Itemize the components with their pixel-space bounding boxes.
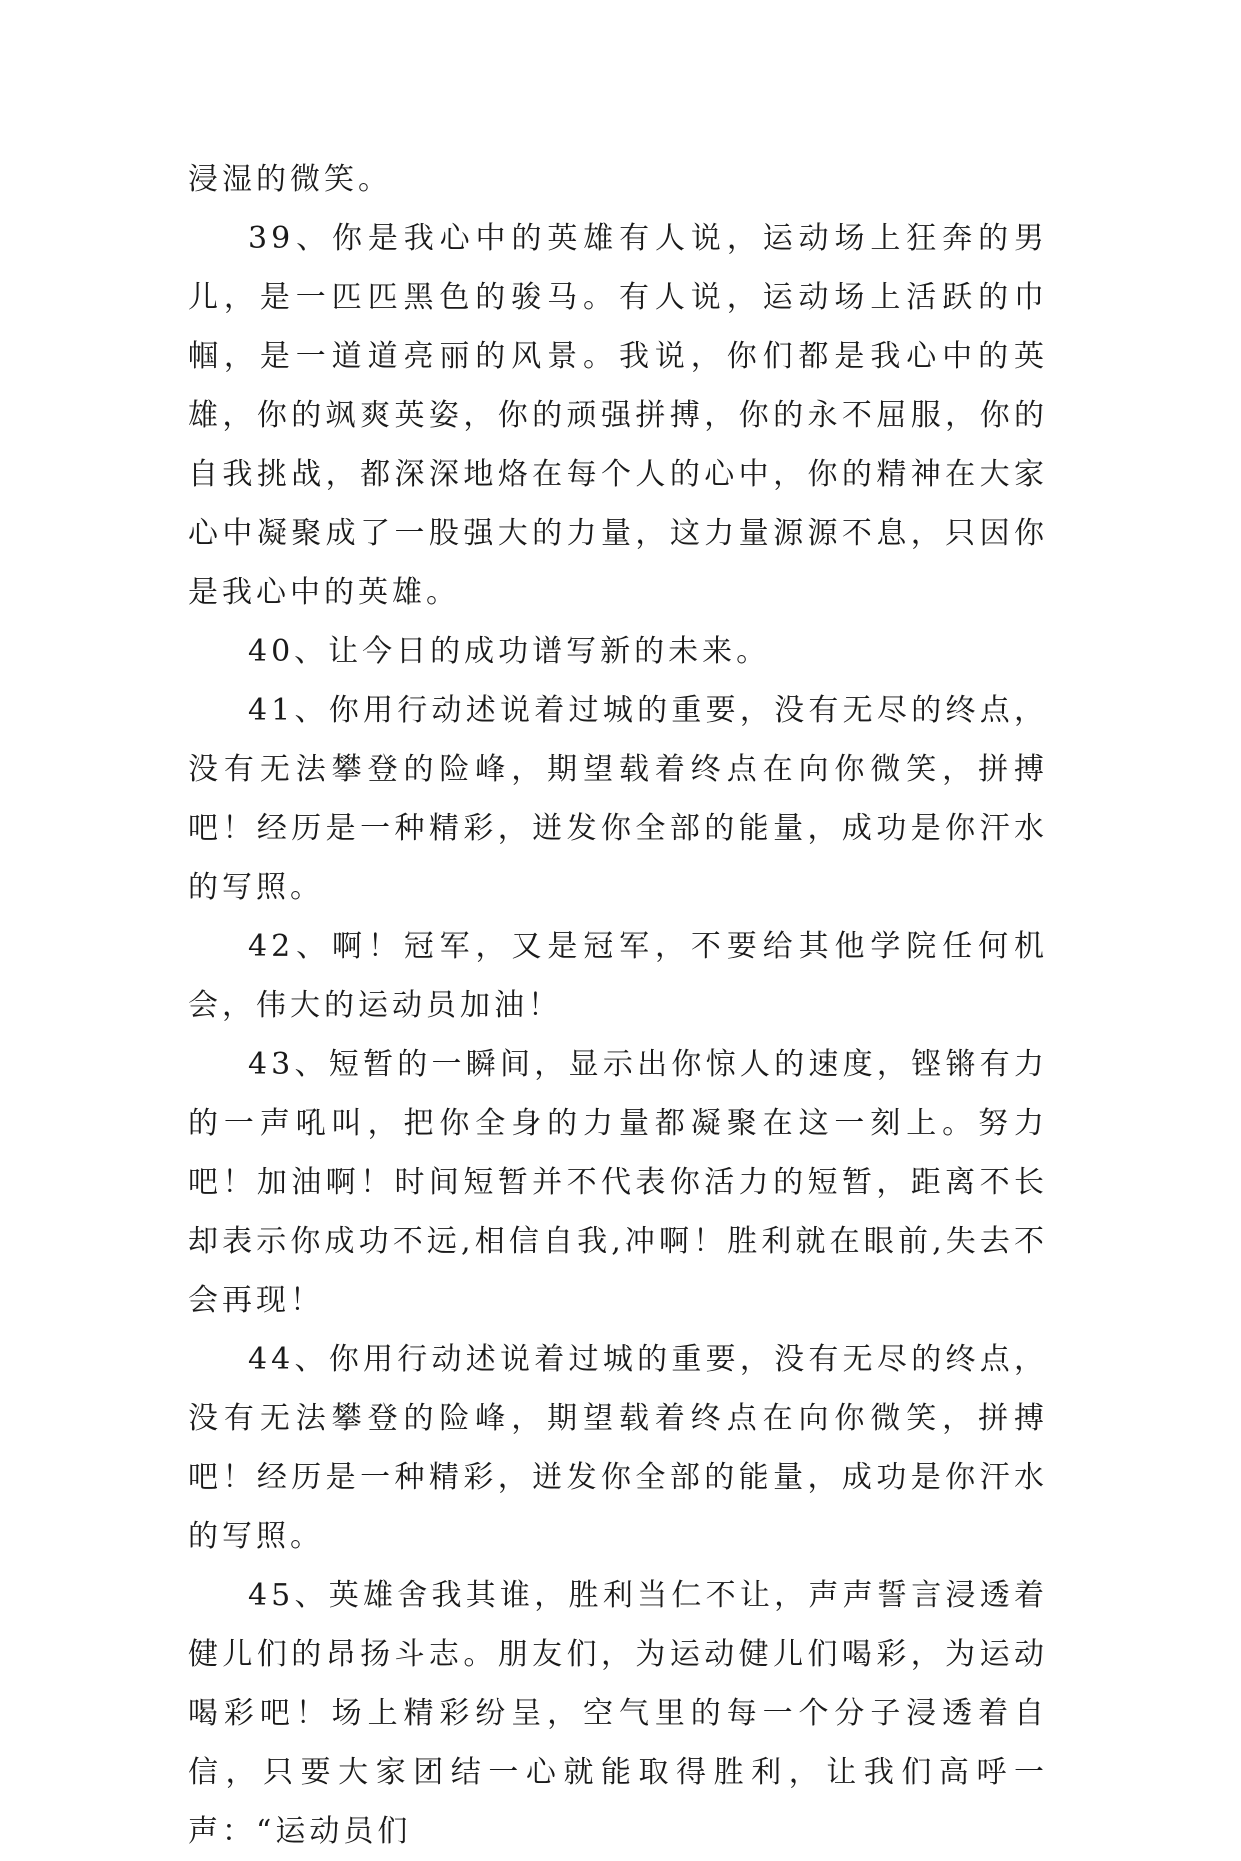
document-body: [188, 150, 1048, 1861]
paragraph-continuation: 浸湿的微笑。: [188, 162, 392, 197]
paragraph-44: 44、你用行动述说着过城的重要，没有无尽的终点，没有无法攀登的险峰，期望载着终点在向你微笑，拼搏吧！经历是一种精彩，迸发你全部的能量，成功是你汗水的写照。: [188, 1342, 1048, 1554]
paragraph-43: 43、短暂的一瞬间，显示出你惊人的速度，铿锵有力的一声吼叫，把你全身的力量都凝聚在这一刻上。努力吧！加油啊！时间短暂并不代表你活力的短暂，距离不长却表示你成功不远,相信自我,冲啊！胜利就在眼前,失去不会再现！: [188, 1047, 1048, 1318]
paragraph-40: 40、让今日的成功谱写新的未来。: [248, 634, 771, 669]
paragraph-41: 41、你用行动述说着过城的重要，没有无尽的终点，没有无法攀登的险峰，期望载着终点在向你微笑，拼搏吧！经历是一种精彩，迸发你全部的能量，成功是你汗水的写照。: [188, 693, 1048, 905]
paragraph-42: 42、啊！冠军，又是冠军，不要给其他学院任何机会，伟大的运动员加油！: [188, 929, 1048, 1023]
paragraph-45: 45、英雄舍我其谁，胜利当仁不让，声声誓言浸透着健儿们的昂扬斗志。朋友们，为运动健儿们喝彩，为运动喝彩吧！场上精彩纷呈，空气里的每一个分子浸透着自信，只要大家团结一心就能取得胜利，让我们高呼一声：“运动员们: [188, 1578, 1048, 1849]
paragraph-39: 39、你是我心中的英雄有人说，运动场上狂奔的男儿，是一匹匹黑色的骏马。有人说，运动场上活跃的巾帼，是一道道亮丽的风景。我说，你们都是我心中的英雄，你的飒爽英姿，你的顽强拼搏，你的永不屈服，你的自我挑战，都深深地烙在每个人的心中，你的精神在大家心中凝聚成了一股强大的力量，这力量源源不息，只因你是我心中的英雄。: [188, 221, 1048, 610]
